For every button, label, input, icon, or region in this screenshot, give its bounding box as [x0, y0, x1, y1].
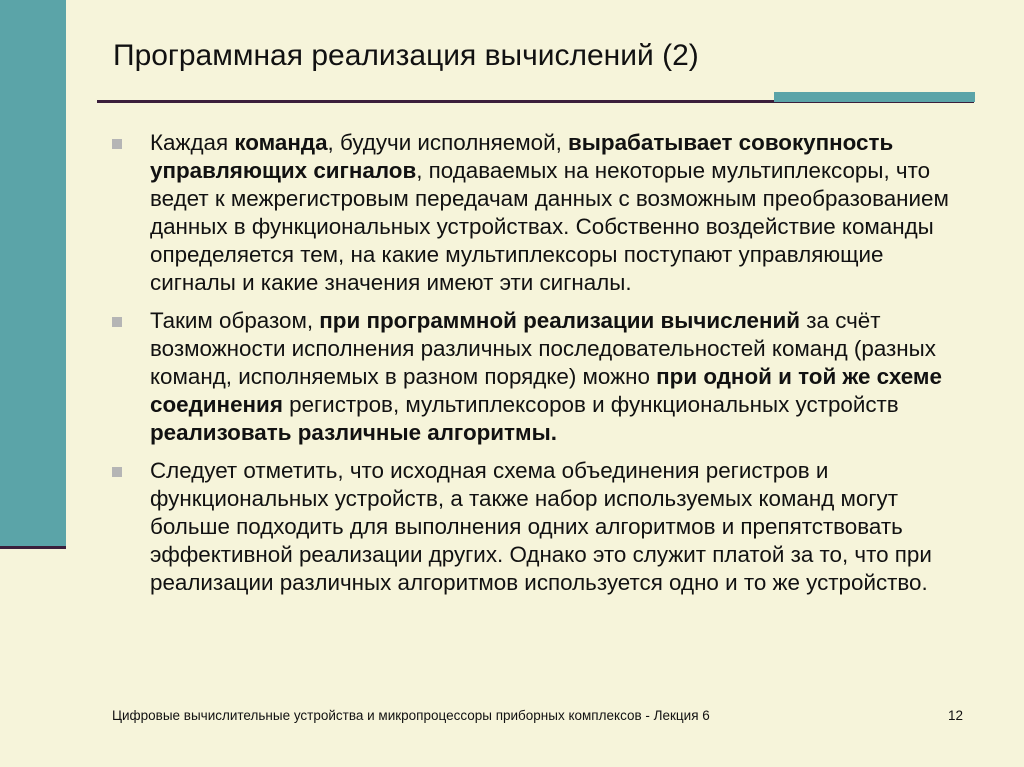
bullet-text-segment: , подаваемых на некоторые мультиплексоры, что ведет к межрегистровым передачам данных с возможным преобразованием данных в функциональных устройствах. Собственно воздействие команды определяется тем, на какие мультиплексоры поступают управляющие сигналы и какие значения имеют эти сигналы.: [150, 158, 949, 295]
left-accent-bar: [0, 0, 66, 546]
bullet-text: [150, 130, 949, 295]
bullet-square-icon: [112, 317, 122, 327]
bullet-text-segment: регистров, мультиплексоров и функциональных устройств: [282, 392, 899, 417]
slide-title: Программная реализация вычислений (2): [113, 39, 699, 72]
bullet-item: [110, 457, 970, 597]
page-number: 12: [948, 708, 964, 723]
bullet-square-icon: [112, 139, 122, 149]
bullet-text: [150, 458, 932, 595]
bullet-text-bold: реализовать различные алгоритмы.: [150, 420, 557, 445]
bullet-text: [150, 308, 942, 445]
title-accent-bar: [774, 92, 975, 102]
footer-text: Цифровые вычислительные устройства и микропроцессоры приборных комплексов - Лекция 6: [112, 708, 710, 723]
bullet-text-bold: при одной и той же схеме соединения: [150, 364, 942, 417]
bullet-item: [110, 129, 970, 297]
bullet-text-bold: вырабатывает совокупность управляющих сигналов: [150, 130, 894, 183]
left-accent-underline: [0, 546, 66, 549]
bullet-text-bold: команда: [234, 130, 328, 155]
bullet-text-segment: Каждая: [150, 130, 235, 155]
bullet-list: [110, 129, 970, 607]
bullet-text-segment: Таким образом,: [150, 308, 320, 333]
bullet-item: [110, 307, 970, 447]
bullet-text-bold: при программной реализации вычислений: [319, 308, 801, 333]
bullet-square-icon: [112, 467, 122, 477]
bullet-text-segment: Следует отметить, что исходная схема объединения регистров и функциональных устройств, а также набор используемых команд могут больше подходить для выполнения одних алгоритмов и препятствовать эффективной реализации других. Однако это служит платой за то, что при реализации различных алгоритмов используется одно и то же устройство.: [150, 458, 932, 595]
bullet-text-segment: , будучи исполняемой,: [327, 130, 569, 155]
bullet-text-segment: за счёт возможности исполнения различных последовательностей команд (разных команд, исполняемых в разном порядке) можно: [150, 308, 936, 389]
